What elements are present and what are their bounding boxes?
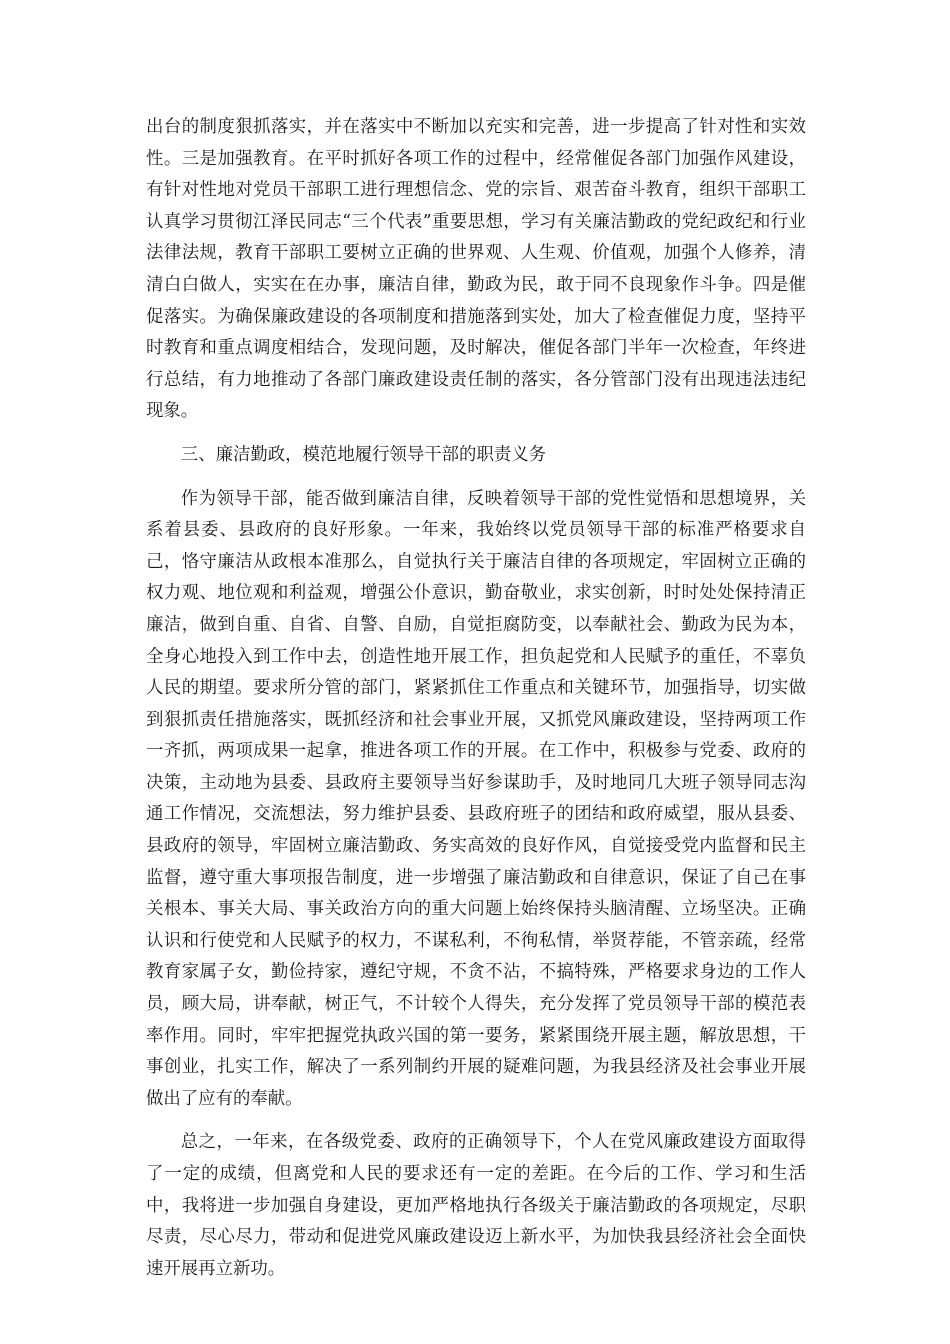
document-body — [146, 112, 806, 1285]
paragraph-conclusion: 总之，一年来，在各级党委、政府的正确领导下，个人在党风廉政建设方面取得了一定的成绩，但离党和人民的要求还有一定的差距。在今后的工作、学习和生活中，我将进一步加强自身建设，更加严格地执行各级关于廉洁勤政的各项规定，尽职尽责，尽心尽力，带动和促进党风廉政建设迈上新水平，为加快我县经济社会全面快速开展再立新功。 — [146, 1132, 806, 1279]
section-heading-3: 三、廉洁勤政，模范地履行领导干部的职责义务 — [180, 444, 547, 465]
paragraph-integrity: 作为领导干部，能否做到廉洁自律，反映着领导干部的党性觉悟和思想境界，关系着县委、县政府的良好形象。一年来，我始终以党员领导干部的标准严格要求自己，恪守廉洁从政根本准那么，自觉执行关于廉洁自律的各项规定，牢固树立正确的权力观、地位观和利益观，增强公仆意识，勤奋敬业，求实创新，时时处处保持清正廉洁，做到自重、自省、自警、自励，自觉拒腐防变，以奉献社会、勤政为民为本，全身心地投入到工作中去，创造性地开展工作，担负起党和人民赋予的重任，不辜负人民的期望。要求所分管的部门，紧紧抓住工作重点和关键环节，加强指导，切实做到狠抓责任措施落实，既抓经济和社会事业开展，又抓党风廉政建设，坚持两项工作一齐抓，两项成果一起拿，推进各项工作的开展。在工作中，积极参与党委、政府的决策，主动地为县委、县政府主要领导当好参谋助手，及时地同几大班子领导同志沟通工作情况，交流想法，努力维护县委、县政府班子的团结和政府威望，服从县委、县政府的领导，牢固树立廉洁勤政、务实高效的良好作风，自觉接受党内监督和民主监督，遵守重大事项报告制度，进一步增强了廉洁勤政和自律意识，保证了自己在事关根本、事关大局、事关政治方向的重大问题上始终保持头脑清醒、立场坚决。正确认识和行使党和人民赋予的权力，不谋私利，不徇私情，举贤荐能，不管亲疏，经常教育家属子女，勤俭持家，遵纪守规，不贪不沾，不搞特殊，严格要求身边的工作人员，顾大局，讲奉献，树正气，不计较个人得失，充分发挥了党员领导干部的模范表率作用。同时，牢牢把握党执政兴国的第一要务，紧紧围绕开展主题，解放思想，干事创业，扎实工作，解决了一系列制约开展的疑难问题，为我县经济及社会事业开展做出了应有的奉献。 — [146, 488, 806, 1109]
paragraph-continuation: 出台的制度狠抓落实，并在落实中不断加以充实和完善，进一步提高了针对性和实效性。三是加强教育。在平时抓好各项工作的过程中，经常催促各部门加强作风建设，有针对性地对党员干部职工进行理想信念、党的宗旨、艰苦奋斗教育，组织干部职工认真学习贯彻江泽民同志“三个代表”重要思想，学习有关廉洁勤政的党纪政纪和行业法律法规，教育干部职工要树立正确的世界观、人生观、价值观，加强个人修养，清清白白做人，实实在在办事，廉洁自律，勤政为民，敢于同不良现象作斗争。四是催促落实。为确保廉政建设的各项制度和措施落到实处，加大了检查催促力度，坚持平时教育和重点调度相结合，发现问题，及时解决，催促各部门半年一次检查，年终进行总结，有力地推动了各部门廉政建设责任制的落实，各分管部门没有出现违法违纪现象。 — [146, 117, 806, 422]
